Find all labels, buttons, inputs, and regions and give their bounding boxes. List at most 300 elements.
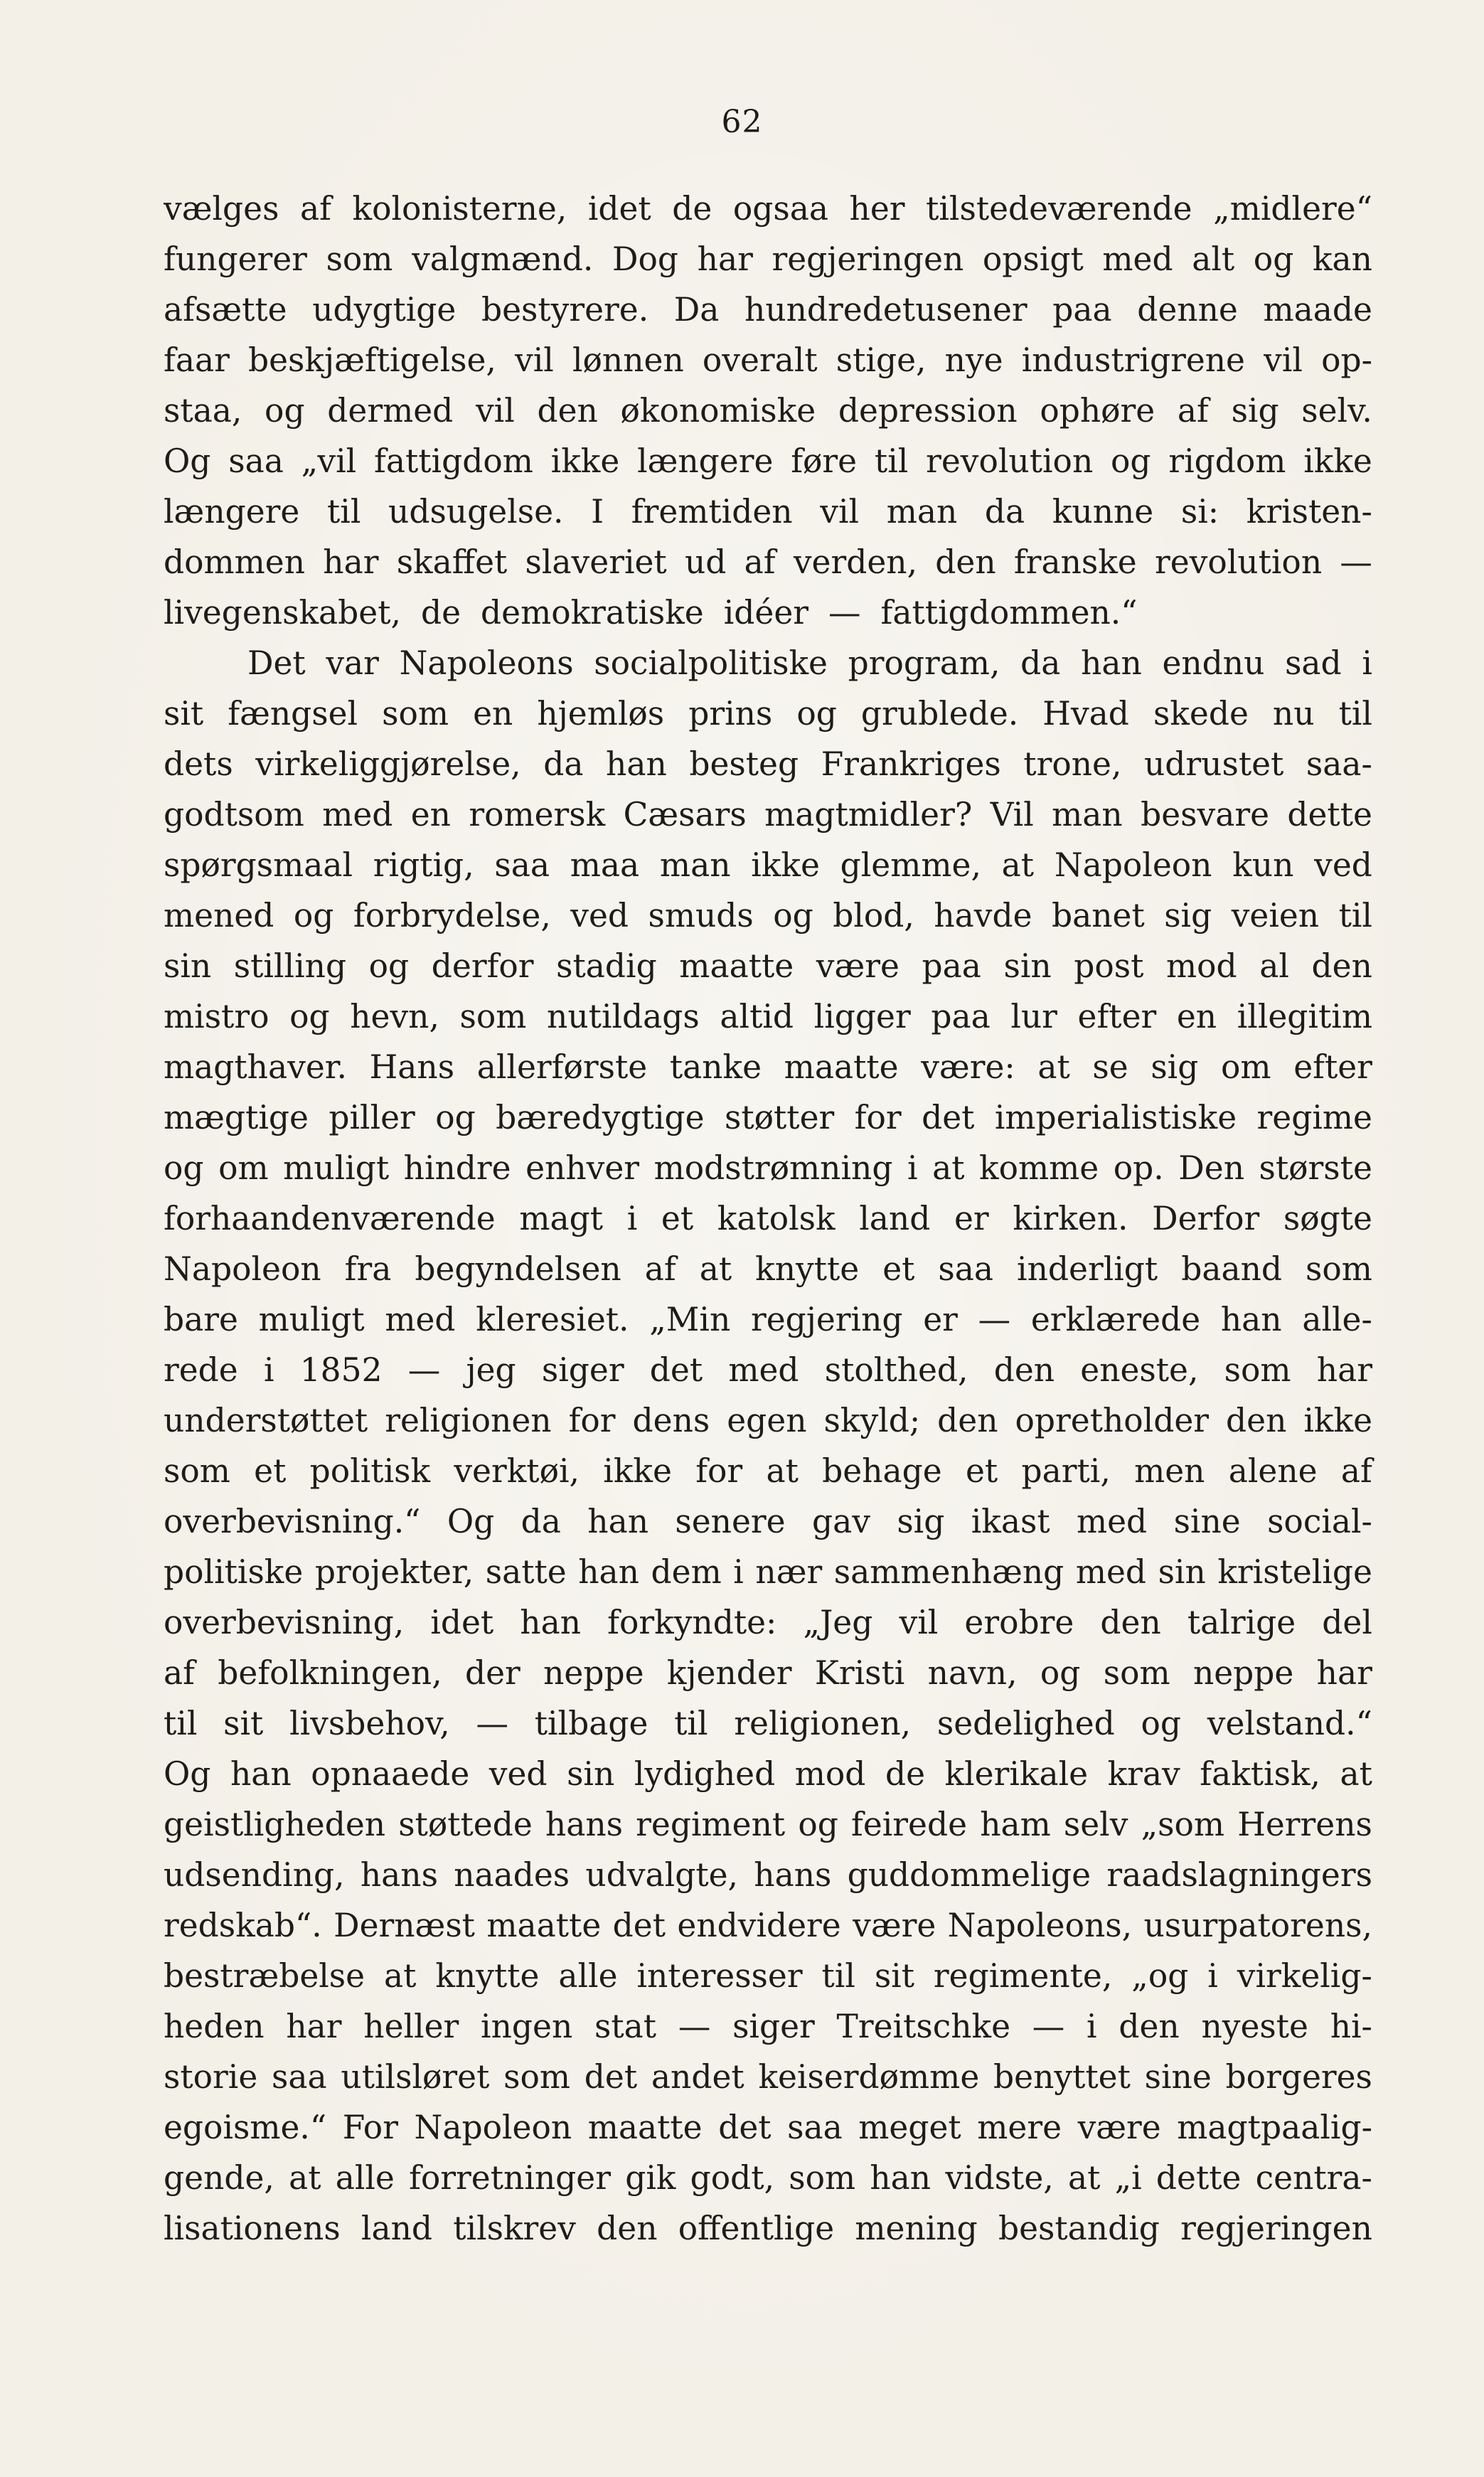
word: magthaver.: [164, 1048, 347, 1086]
word: stat: [594, 2008, 657, 2045]
word: dette: [1287, 796, 1372, 833]
word: har: [697, 240, 753, 278]
word: —: [678, 2008, 711, 2045]
text-line: [164, 1193, 1372, 1244]
word: og: [773, 897, 813, 934]
word: ingen: [481, 2008, 573, 2045]
word: magtmidler?: [764, 796, 973, 833]
word: vil: [820, 493, 860, 531]
word: mægtige: [164, 1099, 309, 1136]
word: at: [1001, 846, 1035, 884]
word: feirede: [850, 1806, 968, 1843]
word: den: [597, 2210, 658, 2247]
word: spørgsmaal: [164, 846, 353, 884]
word: beskjæftigelse,: [248, 341, 496, 379]
word: længere: [164, 493, 300, 531]
word: han: [870, 2159, 931, 2197]
word: tilbage: [534, 1705, 648, 1742]
word: kleresiet.: [476, 1301, 629, 1338]
word: —: [978, 1301, 1011, 1338]
text-line: [164, 1799, 1372, 1850]
word: bestræbelse: [164, 1957, 365, 1995]
word: kristelige: [1217, 1553, 1372, 1591]
word: ved: [489, 1755, 548, 1793]
word: For: [342, 2109, 398, 2146]
word: navn,: [927, 1654, 1018, 1692]
word: sin: [1158, 1553, 1206, 1591]
word: for: [854, 1099, 902, 1136]
word: glemme,: [840, 846, 981, 884]
word: Herrens: [1237, 1806, 1372, 1843]
word: religionen: [385, 1402, 552, 1439]
text-line: [164, 234, 1372, 284]
word: regimente,: [933, 1957, 1113, 1995]
word: til: [674, 1705, 708, 1742]
word: i: [907, 1149, 918, 1187]
word: Napoleon: [164, 1250, 321, 1288]
word: regjering: [750, 1301, 903, 1338]
word: borgeres: [1225, 2058, 1372, 2096]
word: selv: [1063, 1806, 1128, 1843]
word: kolonisterne,: [352, 190, 567, 228]
word: vidste,: [945, 2159, 1054, 2197]
word: forbrydelse,: [353, 897, 551, 934]
word: stolthed,: [824, 1351, 968, 1389]
word: politisk: [309, 1452, 431, 1490]
word: religionen,: [734, 1705, 912, 1742]
word: i: [1207, 1957, 1218, 1995]
word: post: [1074, 947, 1144, 985]
word: lydighed: [634, 1755, 776, 1793]
word: i: [1362, 644, 1372, 682]
word: ikke: [1303, 442, 1372, 480]
word: nyeste: [1201, 2008, 1308, 2045]
word: Kristi: [814, 1654, 905, 1692]
word: man: [886, 493, 958, 531]
word: for: [695, 1452, 743, 1490]
word: begyndelsen: [415, 1250, 621, 1288]
word: valgmænd.: [412, 240, 594, 278]
text-line: [164, 890, 1372, 941]
word: banet: [1051, 897, 1145, 934]
word: enhver: [525, 1149, 640, 1187]
word: kun: [1232, 846, 1294, 884]
text-line: [164, 486, 1372, 537]
word: tilstedeværende: [926, 190, 1192, 228]
word: hans: [545, 1806, 624, 1843]
word: af: [1177, 392, 1209, 430]
word: eneste,: [1080, 1351, 1199, 1389]
word: opretholder: [1015, 1402, 1210, 1439]
word: støtter: [724, 1099, 835, 1136]
word: befolkningen,: [218, 1654, 442, 1692]
word: alt: [1192, 240, 1235, 278]
word: klerikale: [944, 1755, 1089, 1793]
text-line: [164, 2052, 1372, 2102]
word: prins: [688, 695, 773, 733]
word: opnaaede: [311, 1755, 470, 1793]
word: i: [1087, 2008, 1097, 2045]
word: kjender: [666, 1654, 792, 1692]
text-line: [164, 1395, 1372, 1446]
word: hevn,: [350, 998, 439, 1035]
word: op.: [1113, 1149, 1164, 1187]
word: maade: [1263, 291, 1372, 329]
word: rede: [164, 1351, 238, 1389]
word: program,: [848, 644, 1000, 682]
word: nutildags: [547, 998, 700, 1035]
word: andet: [651, 2058, 744, 2096]
word: faktisk,: [1200, 1755, 1320, 1793]
word: bæredygtige: [496, 1099, 705, 1136]
word: han: [587, 1503, 649, 1540]
word: en: [410, 796, 451, 833]
word: at: [1067, 2159, 1101, 2197]
word: Det: [247, 644, 306, 682]
word: egoisme.“: [164, 2109, 327, 2146]
word: for: [568, 1402, 616, 1439]
text-line: [164, 436, 1372, 486]
word: usurpatorens,: [1143, 1907, 1372, 1944]
text-line: [164, 1143, 1372, 1193]
word: den: [1119, 2008, 1180, 2045]
word: velstand.“: [1207, 1705, 1372, 1742]
word: vælges: [164, 190, 279, 228]
word: verden,: [793, 543, 918, 581]
word: understøttet: [164, 1402, 368, 1439]
word: Napoleons: [399, 644, 574, 682]
word: maatte: [679, 947, 794, 985]
word: her: [849, 190, 905, 228]
word: man: [659, 846, 731, 884]
word: interesser: [636, 1957, 803, 1995]
word: til: [164, 1705, 198, 1742]
word: I: [591, 493, 604, 531]
word: de: [420, 594, 461, 632]
word: den: [537, 392, 598, 430]
word: han: [520, 1604, 582, 1641]
word: saa: [228, 442, 284, 480]
word: være: [1077, 2109, 1161, 2146]
word: raadslagningers: [1106, 1856, 1372, 1894]
word: muligt: [283, 1149, 390, 1187]
word: maatte: [784, 1048, 899, 1086]
word: mere: [977, 2109, 1062, 2146]
word: den: [993, 1351, 1055, 1389]
word: gik: [625, 2159, 676, 2197]
word: da: [543, 745, 584, 783]
text-line: [164, 1597, 1372, 1648]
word: overbevisning,: [164, 1604, 405, 1641]
word: keiserdømme: [758, 2058, 980, 2096]
word: offentlige: [678, 2210, 835, 2247]
word: hindre: [403, 1149, 511, 1187]
word: dens: [632, 1402, 710, 1439]
word: ud: [684, 543, 727, 581]
word: paa: [922, 947, 981, 985]
word: komme: [979, 1149, 1099, 1187]
word: man: [1052, 796, 1123, 833]
word: som: [503, 2058, 571, 2096]
word: til: [1338, 897, 1372, 934]
word: Cæsars: [623, 796, 747, 833]
word: han: [1220, 1301, 1282, 1338]
word: heden: [164, 2008, 265, 2045]
word: med: [322, 796, 393, 833]
word: ved: [1314, 846, 1372, 884]
word: naades: [454, 1856, 570, 1894]
word: fattigdommen.“: [880, 594, 1138, 632]
word: i: [263, 1351, 274, 1389]
word: neppe: [1192, 1654, 1294, 1692]
text-line: [164, 1951, 1372, 2001]
word: udygtige: [312, 291, 457, 329]
word: bare: [164, 1301, 238, 1338]
word: sine: [1173, 1503, 1241, 1540]
word: skaffet: [396, 543, 508, 581]
word: sit: [164, 695, 204, 733]
word: med: [728, 1351, 799, 1389]
word: fra: [344, 1250, 392, 1288]
word: nær: [755, 1553, 823, 1591]
word: som: [1224, 1351, 1291, 1389]
text-line: [164, 1698, 1372, 1749]
word: opsigt: [982, 240, 1084, 278]
word: idéer: [723, 594, 809, 632]
word: al: [1259, 947, 1289, 985]
word: Napoleon: [1054, 846, 1212, 884]
word: er: [923, 1301, 958, 1338]
word: de: [885, 1755, 925, 1793]
word: forretninger: [409, 2159, 611, 2197]
word: og: [265, 392, 305, 430]
word: som: [1103, 1654, 1170, 1692]
word: besteg: [689, 745, 799, 783]
word: stige,: [836, 341, 927, 379]
word: hjemløs: [537, 695, 665, 733]
word: sedelighed: [936, 1705, 1115, 1742]
word: han: [578, 1553, 639, 1591]
word: romersk: [469, 796, 606, 833]
word: „vil: [301, 442, 357, 480]
word: det: [612, 1907, 666, 1944]
word: at: [699, 1250, 732, 1288]
word: alle: [335, 2159, 395, 2197]
text-line: [164, 2102, 1372, 2153]
word: egen: [727, 1402, 807, 1439]
word: sammenhæng: [833, 1553, 1064, 1591]
word: kan: [1312, 240, 1372, 278]
word: livegenskabet,: [164, 594, 401, 632]
word: maa: [570, 846, 640, 884]
text-line: [164, 1294, 1372, 1345]
word: stilling: [233, 947, 347, 985]
text-line: [164, 385, 1372, 436]
word: centra-: [1255, 2159, 1372, 2197]
word: at: [1037, 1048, 1070, 1086]
word: den: [1311, 947, 1372, 985]
word: erklærede: [1030, 1301, 1201, 1338]
word: fremtiden: [631, 493, 793, 531]
word: Hans: [369, 1048, 455, 1086]
word: største: [1259, 1149, 1372, 1187]
word: —: [1032, 2008, 1065, 2045]
word: i: [626, 1200, 638, 1237]
word: senere: [675, 1503, 786, 1540]
word: regime: [1256, 1099, 1372, 1136]
word: et: [882, 1250, 915, 1288]
word: sig: [1164, 897, 1212, 934]
word: paa: [931, 998, 991, 1035]
word: hans: [754, 1856, 832, 1894]
word: efter: [1293, 1048, 1372, 1086]
word: sig: [897, 1503, 945, 1540]
word: si:: [1180, 493, 1219, 531]
word: overalt: [702, 341, 818, 379]
word: føre: [791, 442, 858, 480]
word: forhaandenværende: [164, 1200, 496, 1237]
word: af: [644, 1250, 676, 1288]
text-line: [164, 789, 1372, 840]
word: idet: [430, 1604, 494, 1641]
text-line: [164, 183, 1372, 234]
word: støttede: [398, 1806, 533, 1843]
word: at: [766, 1452, 799, 1490]
word: men: [1134, 1452, 1205, 1490]
word: ligger: [813, 998, 911, 1035]
word: 1852: [299, 1351, 383, 1389]
word: saa-: [1306, 745, 1372, 783]
text-line: [164, 284, 1372, 335]
word: udvalgte,: [585, 1856, 739, 1894]
word: saa: [272, 2058, 327, 2096]
word: ikke: [751, 846, 820, 884]
word: Napoleon: [414, 2109, 572, 2146]
word: han: [230, 1755, 292, 1793]
word: mod: [1166, 947, 1237, 985]
word: godtsom: [164, 796, 304, 833]
word: var: [326, 644, 379, 682]
word: da: [984, 493, 1025, 531]
word: se: [1092, 1048, 1128, 1086]
word: tilskrev: [453, 2210, 576, 2247]
word: han: [1081, 644, 1142, 682]
word: projekter,: [314, 1553, 474, 1591]
word: talrige: [1187, 1604, 1296, 1641]
word: den: [1226, 1402, 1287, 1439]
word: være: [853, 1907, 936, 1944]
word: af: [164, 1654, 195, 1692]
word: magtpaalig-: [1177, 2109, 1372, 2146]
word: et: [254, 1452, 287, 1490]
word: Hvad: [1042, 695, 1129, 733]
word: fattigdom: [373, 442, 533, 480]
word: Og: [164, 1755, 211, 1793]
text-line: [164, 1244, 1372, 1294]
word: benyttet: [993, 2058, 1131, 2096]
word: regiment: [636, 1806, 786, 1843]
word: ved: [570, 897, 629, 934]
word: politiske: [164, 1553, 304, 1591]
word: utilsløret: [341, 2058, 490, 2096]
word: neppe: [543, 1654, 644, 1692]
word: baand: [1181, 1250, 1283, 1288]
page-number: 62: [721, 104, 763, 140]
word: lisationens: [164, 2210, 341, 2247]
word: af: [1340, 1452, 1372, 1490]
word: Dernæst: [333, 1907, 475, 1944]
word: at: [384, 1957, 417, 1995]
word: land: [859, 1200, 931, 1237]
word: at: [932, 1149, 965, 1187]
word: Da: [673, 291, 720, 329]
word: „som: [1141, 1806, 1225, 1843]
word: dem: [651, 1553, 722, 1591]
word: besvare: [1141, 796, 1270, 833]
text-line: [164, 1092, 1372, 1143]
word: af: [744, 543, 776, 581]
word: være:: [921, 1048, 1015, 1086]
word: stadig: [556, 947, 657, 985]
word: knytte: [755, 1250, 860, 1288]
word: „midlere“: [1213, 190, 1372, 228]
word: virkelig-: [1237, 1957, 1372, 1995]
word: det: [584, 2058, 638, 2096]
word: blod,: [833, 897, 914, 934]
word: som: [459, 998, 527, 1035]
word: „i: [1114, 2159, 1142, 2197]
word: som: [382, 695, 449, 733]
word: mod: [794, 1755, 866, 1793]
word: Og: [447, 1503, 495, 1540]
word: alle: [558, 1957, 618, 1995]
word: en: [473, 695, 513, 733]
word: dette: [1155, 2159, 1242, 2197]
word: da: [1020, 644, 1061, 682]
word: saa: [787, 2109, 843, 2146]
word: vil: [899, 1604, 939, 1641]
word: økonomiske: [620, 392, 816, 430]
word: dermed: [327, 392, 454, 430]
word: udsending,: [164, 1856, 345, 1894]
word: og: [164, 1149, 204, 1187]
word: har: [1316, 1351, 1372, 1389]
word: den: [1100, 1604, 1161, 1641]
word: geistligheden: [164, 1806, 386, 1843]
word: søgte: [1283, 1200, 1372, 1237]
word: sad: [1285, 644, 1342, 682]
word: slaveriet: [525, 543, 667, 581]
word: som: [789, 2159, 856, 2197]
word: havde: [934, 897, 1032, 934]
word: veien: [1231, 897, 1320, 934]
word: bestyrere.: [481, 291, 649, 329]
word: har: [323, 543, 379, 581]
word: kristen-: [1246, 493, 1372, 531]
word: virkeliggjørelse,: [255, 745, 521, 783]
word: idet: [587, 190, 651, 228]
word: og: [1253, 240, 1294, 278]
word: meget: [858, 2109, 961, 2146]
word: som: [164, 1452, 230, 1490]
word: maatte: [486, 1907, 602, 1944]
word: har: [286, 2008, 342, 2045]
word: imperialistiske: [994, 1099, 1237, 1136]
word: med: [1075, 1553, 1147, 1591]
word: efter: [1077, 998, 1157, 1035]
word: det: [649, 1351, 703, 1389]
word: afsætte: [164, 291, 287, 329]
